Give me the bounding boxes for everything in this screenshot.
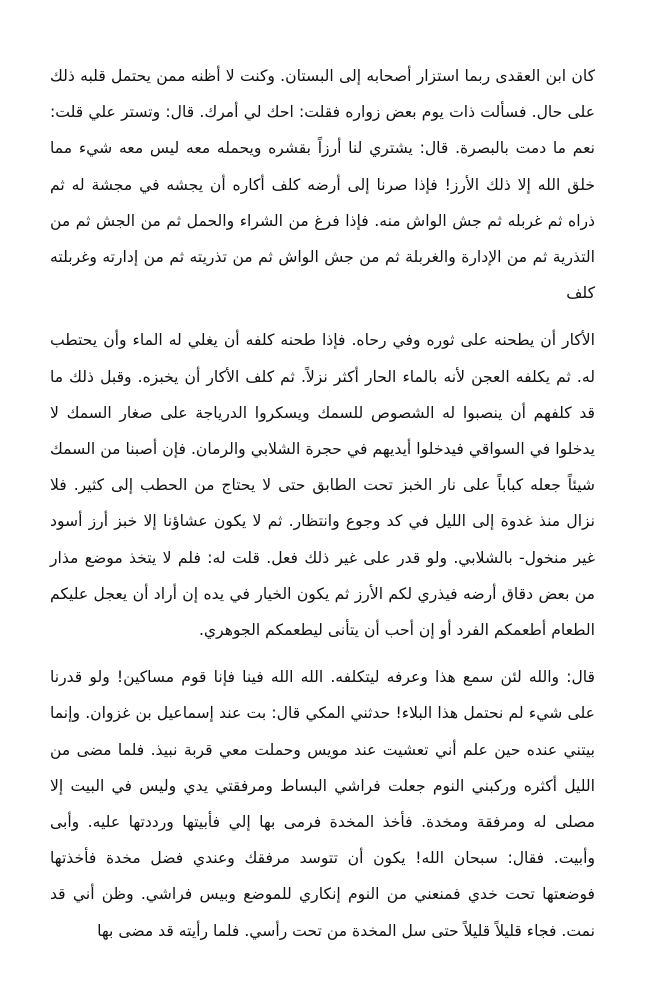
paragraph-2: الأكار أن يطحنه على ثوره وفي رحاه. فإذا طحنه كلفه أن يغلي له الماء وأن يحتطب له. ثم يكلفه العجن لأنه بالماء الحار أكثر نزلاً. ثم كلف الأكار أن يخبزه. وقبل ذلك ما قد كلفهم أن ينصبوا له الشصوص للسمك ويسكروا الدرياجة على صغار السمك لا يدخلوا في السواقي فيدخلوا أيديهم في حجرة الشلابي والرمان. فإن أصبنا من السمك شيئاً جعله كباباً على نار الخبز تحت الطابق حتى لا يحتاج من الحطب إلى كثير. فلا نزال منذ غدوة إلى الليل في كد وجوع وانتظار. ثم لا يكون عشاؤنا إلا خبز أرز أسود غير منخول- بالشلابي. ولو قدر على غير ذلك فعل. قلت له: فلم لا يتخذ موضع مذار من بعض دقاق أرضه فيذري لكم الأرز ثم يكون الخيار في يده إن أراد أن يعجل عليكم الطعام أطعمكم الفرد أو إن أحب أن يتأنى ليطعمكم الجوهري. [50, 331, 595, 640]
paragraph-1: كان ابن العقدى ربما استزار أصحابه إلى البستان. وكنت لا أظنه ممن يحتمل قلبه ذلك على حال. فسألت ذات يوم بعض زواره فقلت: احك لي أمرك. قال: وتستر علي قلت: نعم ما دمت بالبصرة. قال: يشتري لنا أرزاً بقشره ويحمله معه ليس معه شيء مما خلق الله إلا ذلك الأرز! فإذا صرنا إلى أرضه كلف أكاره أن يجشه في مجشة له ثم ذراه ثم غربله ثم جش الواش منه. فإذا فرغ من الشراء والحمل ثم من الجش ثم من التذرية ثم من الإدارة والغربلة ثم من جش الواش ثم من تذريته ثم من إدارته وغربلته كلف [50, 67, 595, 303]
paragraph-3: قال: والله لئن سمع هذا وعرفه ليتكلفه. الله الله فينا فإنا قوم مساكين! ولو قدرنا على شيء لم نحتمل هذا البلاء! حدثني المكي قال: بت عند إسماعيل بن غزوان. وإنما بيتني عنده حين علم أني تعشيت عند مويس وحملت معي قربة نبيذ. فلما مضى من الليل أكثره وركبني النوم جعلت فراشي البساط ومرفقتي يدي وليس في البيت إلا مصلى له ومرفقة ومخدة. فأخذ المخدة فرمى بها إلي فأبيتها ورددتها عليه. وأبى وأبيت. فقال: سبحان الله! يكون أن تتوسد مرفقك وعندي فضل مخدة فأخذتها فوضعتها تحت خدي فمنعني من النوم إنكاري للموضع وبيس فراشي. وظن أني قد نمت. فجاء قليلاً قليلاً حتى سل المخدة من تحت رأسي. فلما رأيته قد مضى بها [50, 668, 595, 940]
